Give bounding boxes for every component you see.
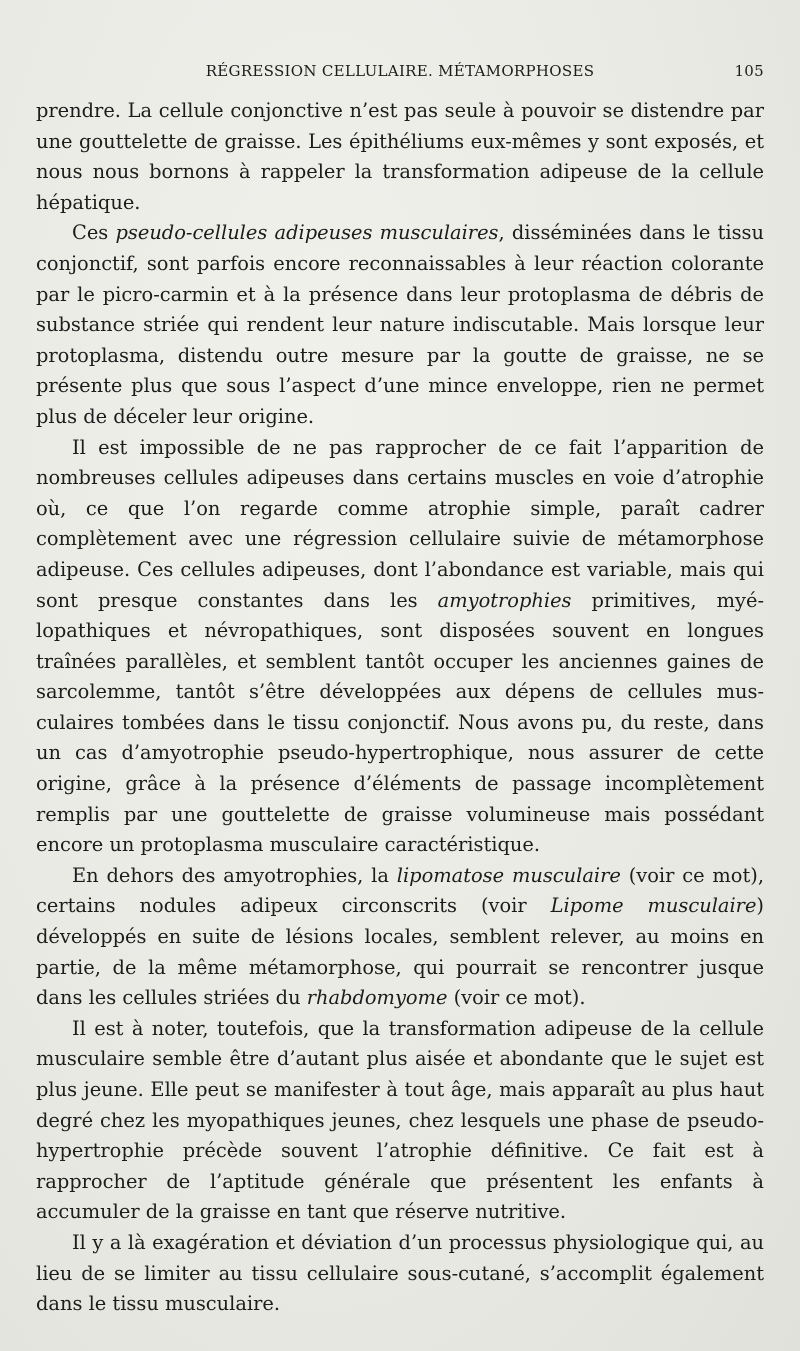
italic-term: lipomatose musculaire [396,863,621,887]
text-run: En dehors des amyotrophies, la [72,863,397,887]
page-number: 105 [734,62,764,80]
paragraph [36,1228,764,1320]
paragraph [36,218,764,432]
body-text [36,96,764,1320]
italic-term: amyotrophies [437,588,572,612]
text-run: Il y a là exagération et déviation d’un processus physiologique qui, au lieu de se limiter au tissu cellulaire sous-cutané, s’accomplit également dans le tissu musculaire. [36,1230,764,1316]
text-run: Il est impossible de ne pas rapprocher de ce fait l’apparition de nombreuses cellules adipeuses dans certains muscles en voie d’atrophie où, ce que l’on regarde comme atrophie simple, paraît cadrer complètement avec une régression cellulaire suivie de métamorphose adipeuse. Ces cellules adipeuses, dont l’abondance est variable, mais qui sont presque constantes dans les [36,435,764,612]
text-run: ) développés en suite de lésions locales, semblent relever, au moins en partie, de la même métamorphose, qui pourrait se rencontrer jusque dans les cellules striées du [36,894,764,1010]
italic-term: Lipome musculaire [550,894,757,918]
text-run: (voir ce mot). [447,986,586,1010]
page-header [36,62,764,86]
text-run: Ces [72,221,116,245]
text-run: prendre. La cellule conjonctive n’est pas seule à pouvoir se distendre par une gouttelette de graisse. Les épithéliums eux-mêmes y sont exposés, et nous nous bornons à rappeler la transformation adipeuse de la cellule hépatique. [36,99,764,214]
text-run: Il est à noter, toutefois, que la transformation adipeuse de la cellule musculaire semble être d’autant plus aisée et abondante que le sujet est plus jeune. Elle peut se manifester à tout âge, mais apparaît au plus haut degré chez les myopathiques jeunes, chez lesquels une phase de pseudo-hypertrophie précède souvent l’atrophie définitive. Ce fait est à rapprocher de l’aptitude générale que présentent les enfants à accumuler de la graisse en tant que réserve nutritive. [36,1016,764,1224]
paragraph [36,433,764,861]
running-title: RÉGRESSION CELLULAIRE. MÉTAMORPHOSES [205,62,595,80]
paragraph [36,861,764,1014]
paragraph [36,96,764,218]
paragraph [36,1014,764,1228]
text-run: primitives, myélopathiques et névropathiques, sont disposées souvent en longues traînées parallèles, et semblent tantôt occuper les anciennes gaines de sarcolemme, tantôt s’être développées aux dépens de cellules musculaires tombées dans le tissu conjonctif. Nous avons pu, du reste, dans un cas d’amyotrophie pseudo-hypertrophique, nous assurer de cette origine, grâce à la présence d’éléments de passage incomplètement remplis par une gouttelette de graisse volumineuse mais possédant encore un protoplasma musculaire caractéristique. [36,588,764,857]
text-run: (voir ce mot), certains nodules adipeux circonscrits (voir [36,863,764,918]
text-run: , disséminées dans le tissu conjonctif, sont parfois encore reconnaissables à leur réaction colorante par le picro-carmin et à la présence dans leur protoplasma de débris de substance striée qui rendent leur nature indiscutable. Mais lorsque leur protoplasma, distendu outre mesure par la goutte de graisse, ne se présente plus que sous l’aspect d’une mince enveloppe, rien ne permet plus de déceler leur origine. [36,221,764,428]
italic-term: pseudo-cellules adipeuses musculaires [115,221,499,245]
italic-term: rhabdomyome [306,986,448,1010]
